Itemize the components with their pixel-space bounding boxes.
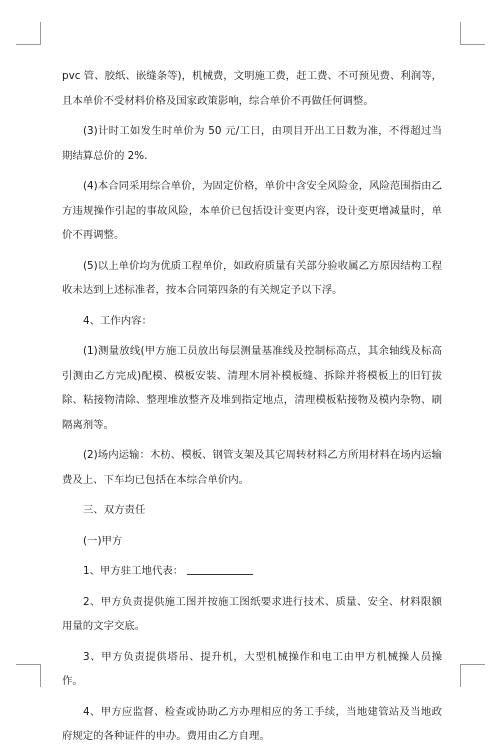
paragraph-hourly-labor: (3)计时工如发生时单价为 50 元/工日，由项目开出工日数为准，不得超过当期结算总价的 2%. — [62, 125, 442, 162]
signature-blank-line — [187, 562, 253, 575]
crop-mark-bottom-right — [460, 664, 485, 687]
paragraph-drawings-briefing: 2、甲方负责提供施工图并按施工图纸要求进行技术、质量、安全、材料限额用量的文字交底。 — [62, 595, 442, 632]
heading-work-content: 4、工作内容： — [83, 314, 152, 327]
paragraph-survey-formwork: (1)测量放线(甲方施工员放出每层测量基准线及控制标高点，其余轴线及标高引测由乙方完成)配模、模板安装、清理木屑补模板缝、拆除并将模板上的旧钉拔除、粘接物清除、整理堆放整齐及堆到指定地点，清理模板粘接物及模内杂物、刷隔离剂等。 — [62, 345, 442, 431]
heading-responsibilities: 三、双方责任 — [83, 504, 146, 516]
crop-mark-bottom-left — [16, 664, 41, 687]
crop-mark-top-left — [16, 22, 41, 45]
site-representative-label: 1、甲方驻工地代表： — [83, 565, 184, 577]
paragraph-quality-price: (5)以上单价均为优质工程单价，如政府质量有关部分验收属乙方原因结构工程收未达到上述标准者，按本合同第四条的有关规定予以下浮。 — [62, 259, 442, 296]
paragraph-crane-provision: 3、甲方负责提供塔吊、提升机，大型机械操作和电工由甲方机械操人员操作。 — [62, 650, 442, 687]
paragraph-site-transport: (2)场内运输：木枋、模板、钢管支架及其它周转材料乙方所用材料在场内运输费及上、下车均已包括在本综合单价内。 — [62, 449, 442, 486]
paragraph-pricing-scope: pvc 管、胶纸、嵌缝条等)，机械费，文明施工费，赶工费、不可预见费、利润等，且本单价不受材料价格及国家政策影响，综合单价不再做任何调整。 — [62, 70, 442, 107]
document-body — [62, 64, 442, 755]
crop-mark-top-right — [460, 22, 485, 45]
paragraph-site-representative — [62, 559, 442, 584]
paragraph-fixed-price: (4)本合同采用综合单价，为固定价格，单价中含安全风险金，风险范围指由乙方违规操作引起的事故风险，本单价已包括设计变更内容，设计变更增减量时，单价不再调整。 — [62, 180, 442, 241]
paragraph-supervision-permits: 4、甲方应监督、检查或协助乙方办理相应的务工手续，当地建管站及当地政府规定的各种证件的申办。费用由乙方自理。 — [62, 705, 442, 742]
heading-party-a: (一)甲方 — [83, 534, 123, 547]
